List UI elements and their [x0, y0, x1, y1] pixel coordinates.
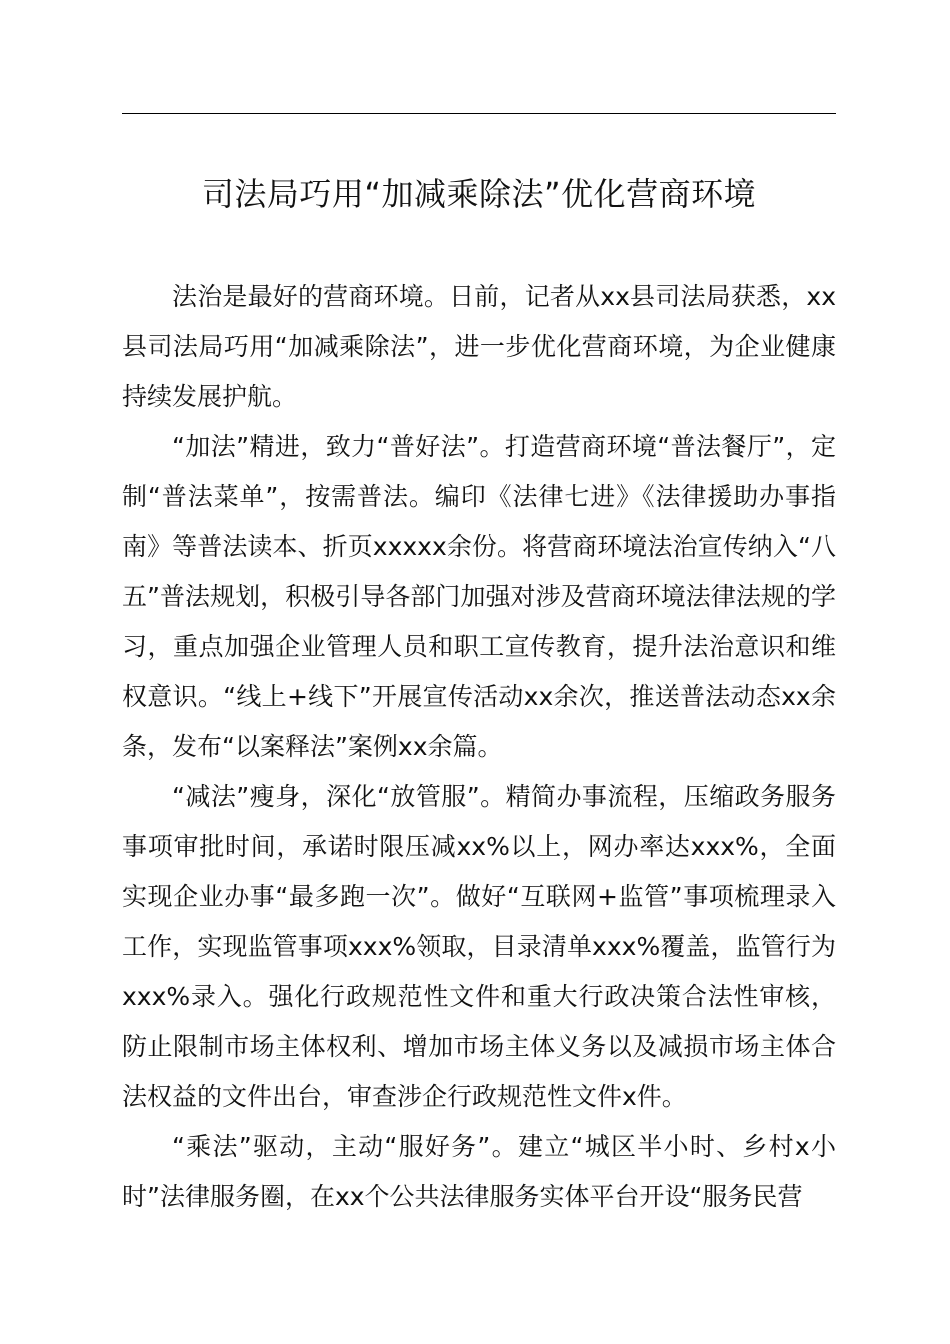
article-body [122, 272, 836, 1222]
header-rule [122, 113, 836, 114]
paragraph-subtraction: “减法”瘦身，深化“放管服”。精简办事流程，压缩政务服务事项审批时间，承诺时限压减xx%以上，网办率达xxx%，全面实现企业办事“最多跑一次”。做好“互联网+监管”事项梳理录入工作，实现监管事项xxx%领取，目录清单xxx%覆盖，监管行为xxx%录入。强化行政规范性文件和重大行政决策合法性审核，防止限制市场主体权利、增加市场主体义务以及减损市场主体合法权益的文件出台，审查涉企行政规范性文件x件。 [122, 782, 836, 1111]
article-title: 司法局巧用“加减乘除法”优化营商环境 [201, 175, 757, 213]
paragraph-intro: 法治是最好的营商环境。日前，记者从xx县司法局获悉，xx县司法局巧用“加减乘除法”，进一步优化营商环境，为企业健康持续发展护航。 [122, 282, 836, 411]
paragraph-multiplication: “乘法”驱动，主动“服好务”。建立“城区半小时、乡村x小时”法律服务圈，在xx个公共法律服务实体平台开设“服务民营 [122, 1132, 836, 1211]
paragraph-addition: “加法”精进，致力“普好法”。打造营商环境“普法餐厅”，定制“普法菜单”，按需普法。编印《法律七进》《法律援助办事指南》等普法读本、折页xxxxx余份。将营商环境法治宣传纳入“八五”普法规划，积极引导各部门加强对涉及营商环境法律法规的学习，重点加强企业管理人员和职工宣传教育，提升法治意识和维权意识。“线上+线下”开展宣传活动xx余次，推送普法动态xx余条，发布“以案释法”案例xx余篇。 [122, 432, 836, 761]
